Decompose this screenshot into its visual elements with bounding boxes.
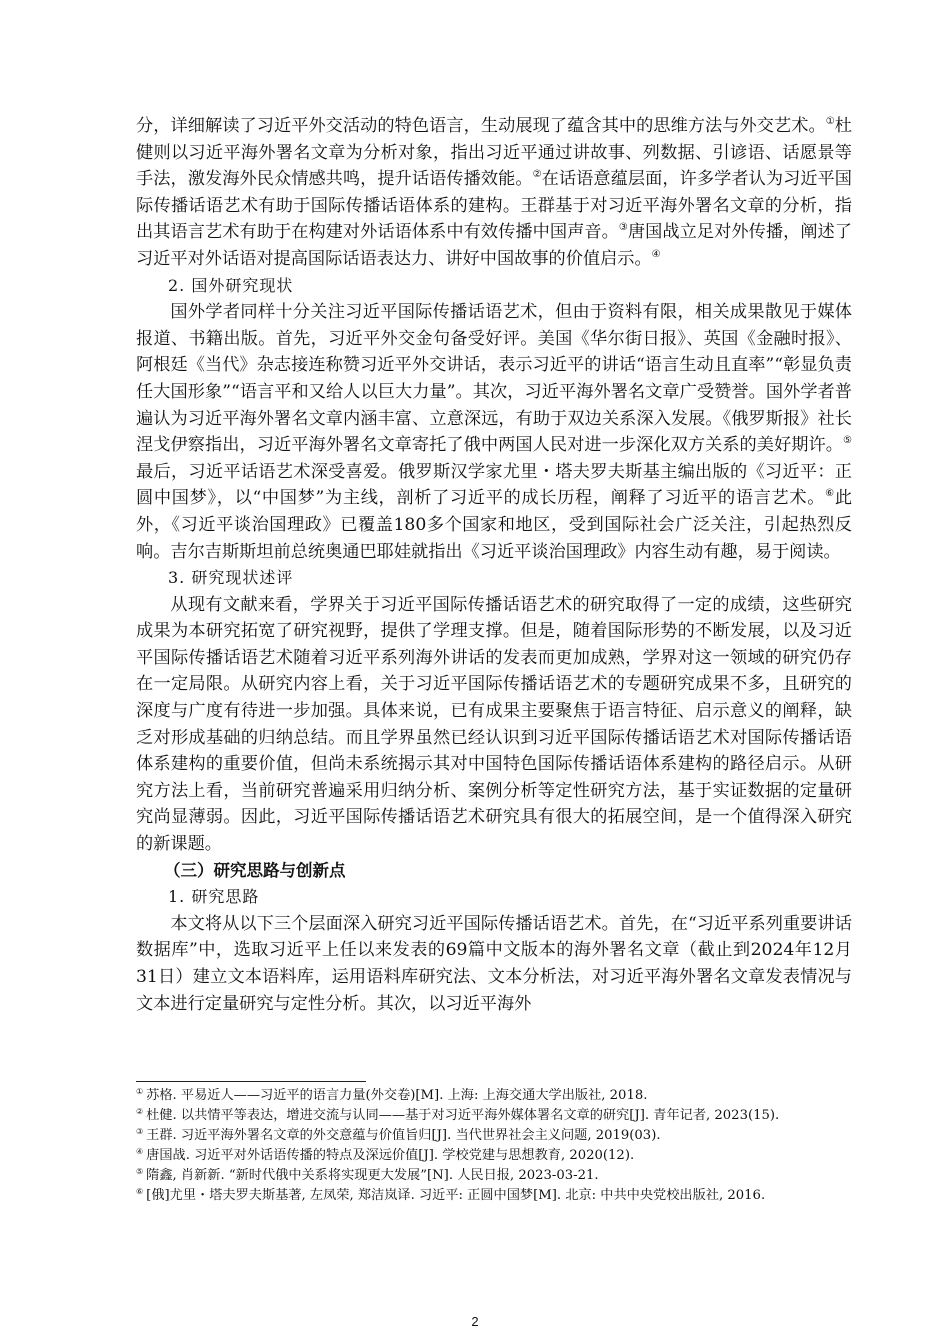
footnote-ref-4[interactable]: ④: [651, 248, 661, 260]
paragraph-foreign-research: 国外学者同样十分关注习近平国际传播话语艺术，但由于资料有限，相关成果散见于媒体报道、书籍出版。首先，习近平外交金句备受好评。美国《华尔街日报》、英国《金融时报》、阿根廷《当代》杂志接连称赞习近平外交讲话，表示习近平的讲话“语言生动且直率”“彰显负责任大国形象”“语言平和又给人以巨大力量”。其次，习近平海外署名文章广受赞誉。国外学者普遍认为习近平海外署名文章内涵丰富、立意深远，有助于双边关系深入发展。《俄罗斯报》社长涅戈伊察指出，习近平海外署名文章寄托了俄中两国人民对进一步深化双方关系的美好期许。⑤最后，习近平话语艺术深受喜爱。俄罗斯汉学家尤里・塔夫罗夫斯基主编出版的《习近平：正圆中国梦》，以“中国梦”为主线，剖析了习近平的成长历程，阐释了习近平的语言艺术。⑥此外，《习近平谈治国理政》已覆盖180多个国家和地区，受到国际社会广泛关注，引起热烈反响。吉尔吉斯斯坦前总统奥通巴耶娃就指出《习近平谈治国理政》内容生动有趣，易于阅读。: [136, 302, 853, 562]
footnote: ③ 王群. 习近平海外署名文章的外交意蕴与价值旨归[J]. 当代世界社会主义问题, 2019(03).: [136, 1127, 661, 1143]
subheading-research-approach: 1. 研究思路: [168, 887, 260, 907]
paragraph-domestic-review: 分，详细解读了习近平外交活动的特色语言，生动展现了蕴含其中的思维方法与外交艺术。①杜健则以习近平海外署名文章为分析对象，指出习近平通过讲故事、列数据、引谚语、话愿景等手法，激发海外民众情感共鸣，提升话语传播效能。②在话语意蕴层面，许多学者认为习近平国际传播话语艺术有助于国际传播话语体系的建构。王群基于对习近平海外署名文章的分析，指出其语言艺术有助于在构建对外话语体系中有效传播中国声音。③唐国战立足对外传播，阐述了习近平对外话语对提高国际话语表达力、讲好中国故事的价值启示。④: [136, 116, 852, 269]
footnote-divider: [136, 1081, 366, 1082]
footnote: ⑤ 隋鑫, 肖新新. “新时代俄中关系将实现更大发展”[N]. 人民日报, 2023-03-21.: [136, 1167, 599, 1183]
paragraph-research-review: 从现有文献来看，学界关于习近平国际传播话语艺术的研究取得了一定的成绩，这些研究成果为本研究拓宽了研究视野，提供了学理支撑。但是，随着国际形势的不断发展，以及习近平国际传播话语艺术随着习近平系列海外讲话的发表而更加成熟，学界对这一领域的研究仍存在一定局限。从研究内容上看，关于习近平国际传播话语艺术的专题研究成果不多，且研究的深度与广度有待进一步加强。具体来说，已有成果主要聚焦于语言特征、启示意义的阐释，缺乏对形成基础的归纳总结。而且学界虽然已经认识到习近平国际传播话语艺术对国际传播话语体系建构的重要价值，但尚未系统揭示其对中国特色国际传播话语体系建构的路径启示。从研究方法上看，当前研究普遍采用归纳分析、案例分析等定性研究方法，基于实证数据的定量研究尚显薄弱。因此，习近平国际传播话语艺术研究具有很大的拓展空间，是一个值得深入研究的新课题。: [136, 594, 852, 855]
page-number: 2: [471, 1314, 479, 1329]
footnote-ref-3[interactable]: ③: [618, 222, 628, 234]
subheading-research-review: 3. 研究现状述评: [168, 568, 294, 588]
footnote-ref-5[interactable]: ⑤: [843, 435, 852, 447]
footnotes: [136, 1086, 852, 1206]
body-text: [136, 113, 852, 1017]
footnote-ref-2[interactable]: ②: [532, 169, 542, 181]
section-heading-research-approach: （三）研究思路与创新点: [164, 860, 346, 880]
footnote: ⑥ [俄]尤里・塔夫罗夫斯基著, 左凤荣, 郑洁岚译. 习近平: 正圆中国梦[M]. 北京: 中共中央党校出版社, 2016.: [136, 1187, 766, 1203]
subheading-foreign-research: 2. 国外研究现状: [168, 275, 294, 295]
footnote: ② 杜健. 以共情平等表达，增进交流与认同——基于对习近平海外媒体署名文章的研究[J]. 青年记者, 2023(15).: [136, 1107, 780, 1123]
paragraph-research-approach: 本文将从以下三个层面深入研究习近平国际传播话语艺术。首先，在“习近平系列重要讲话数据库”中，选取习近平上任以来发表的69篇中文版本的海外署名文章（截止到2024年12月31日）建立文本语料库，运用语料库研究法、文本分析法，对习近平海外署名文章发表情况与文本进行定量研究与定性分析。其次，以习近平海外: [136, 913, 852, 1014]
footnote-ref-1[interactable]: ①: [825, 116, 835, 127]
footnote-ref-6[interactable]: ⑥: [825, 488, 835, 500]
footnote: ④ 唐国战. 习近平对外话语传播的特点及深远价值[J]. 学校党建与思想教育, 2020(12).: [136, 1147, 635, 1163]
footnote: ① 苏格. 平易近人——习近平的语言力量(外交卷)[M]. 上海: 上海交通大学出版社, 2018.: [136, 1087, 648, 1103]
